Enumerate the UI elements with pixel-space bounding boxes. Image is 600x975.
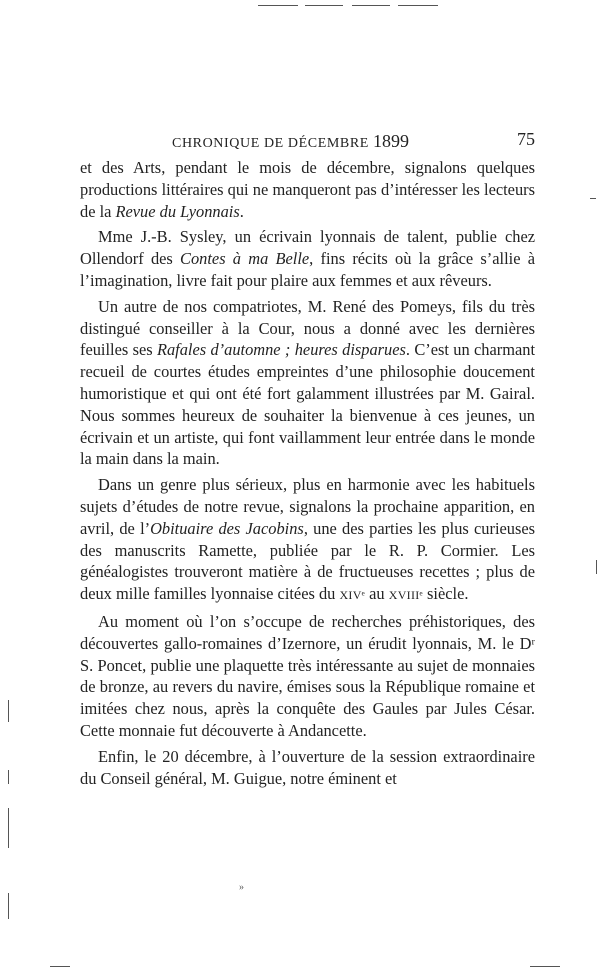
paragraph [80,746,535,790]
scan-mark-top-4 [398,5,438,6]
text-run: Un autre de nos compatriotes, M. René des Pomeys, fils du très distingué conseiller à la Cour, nous a donné avec les dernières feuilles ses [80,296,535,360]
text-run: Mme J.-B. Sysley, un écrivain lyonnais de talent, publie chez Ollendorf des [80,227,535,269]
scan-mark-left-1 [8,700,9,722]
scan-mark-bottom-2 [530,966,560,967]
scan-mark-top-1 [258,5,298,6]
scan-mark-right-2 [596,560,597,574]
italic-title: Revue du Lyonnais [115,201,240,221]
century-numeral: XIVᵉ [339,588,366,603]
paragraph [80,296,535,470]
text-run: Enfin, le 20 décembre, à l’ouverture de la session extraordinaire du Conseil général, M. Guigue, notre éminent et [80,746,535,788]
page-header [80,129,535,153]
text-run: , fins récits où la grâce s’allie à l’imagination, livre fait pour plaire aux femmes et aux rêveurs. [80,249,535,290]
scan-mark-top-2 [305,5,343,6]
text-run: Dans un genre plus sérieux, plus en harmonie avec les habituels sujets d’études de notre revue, signalons la prochaine apparition, en avril, de l’ [80,475,535,538]
body-text [80,157,535,789]
scan-mark-top-3 [352,5,390,6]
scan-mark-right-1 [590,198,596,199]
paragraph [80,474,535,607]
century-numeral: XVIIIᵉ [388,588,423,603]
text-run: au [365,584,389,604]
text-run: siècle. [422,584,469,604]
italic-title: Obituaire des Jacobins [150,518,304,538]
scan-mark-left-3 [8,808,9,848]
text-run: . C’est un charmant recueil de courtes études empreintes d’une philosophie doucement humoristique et qui ont été fort galamment illustrées par M. Gairal. Nous sommes heureux de souhaiter la bienvenue à ces jeunes, un écrivain et un artiste, qui font vaillamment leur entrée dans le monde la main dans la main. [80,340,535,469]
text-run: Au moment où l’on s’occupe de recherches préhistoriques, des découvertes gallo-romaines d’Izernore, un érudit lyonnais, M. le Dʳ S. Poncet, publie une plaquette très intéressante au sujet de monnaies de bronze, au revers du navire, émises sous la République romaine et imitées chez nous, après la conquête des Gaules par Jules César. Cette monnaie fut découverte à Andancette. [80,611,535,740]
text-run: , une des parties les plus curieuses des manuscrits Ramette, publiée par le R. P. Cormier. Les généalogistes trouveront matière à de fructueuses recettes ; plus de deux mille familles lyonnaise citées du [80,518,536,604]
italic-title: Contes à ma Belle [180,249,310,269]
text-run: et des Arts, pendant le mois de décembre, signalons quelques productions littéraires qui ne manqueront pas d’intéresser les lecteurs de la [80,158,535,221]
paragraph [80,611,535,742]
scan-mark-left-2 [8,770,9,784]
footer-mark: » [239,882,244,893]
paragraph [80,226,535,291]
paragraph [80,157,535,222]
scan-mark-left-4 [8,893,9,919]
page-number: 75 [517,129,535,149]
italic-title: Rafales d’automne ; heures disparues [156,340,406,360]
scan-mark-bottom-1 [50,966,70,967]
running-title: CHRONIQUE DE DÉCEMBRE 1899 [172,131,410,151]
text-run: . [239,201,244,221]
running-title-year: 1899 [373,131,410,151]
